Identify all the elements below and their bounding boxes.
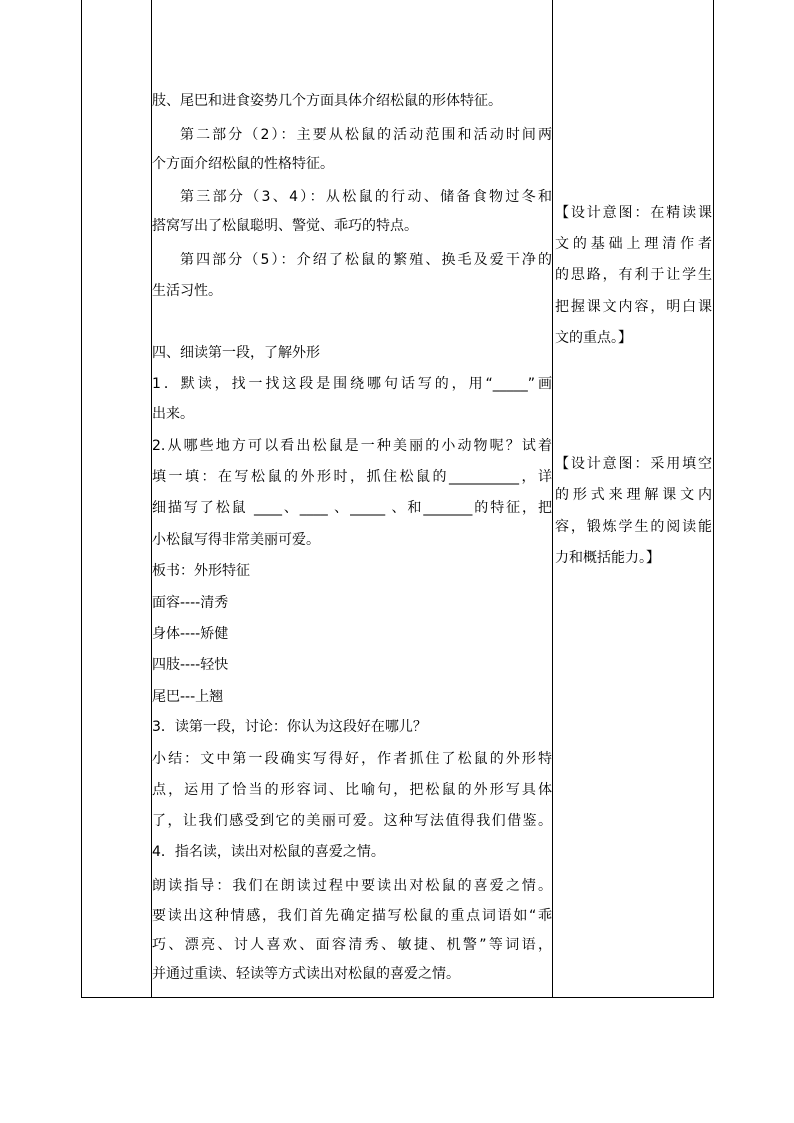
note-line: 把握课文内容，明白课 (555, 299, 712, 315)
board-heading: 板书：外形特征 (152, 563, 250, 579)
text-line: 个方面介绍松鼠的性格特征。 (152, 156, 334, 172)
text-line: 生活习性。 (152, 283, 222, 299)
note-line: 文的基础上理清作者 (555, 236, 712, 252)
text-line: 3．读第一段，讨论：你认为这段好在哪儿？ (152, 719, 427, 735)
board-item: 四肢----轻快 (152, 657, 229, 673)
text-line: 小松鼠写得非常美丽可爱。 (152, 532, 320, 548)
text-line: 了，让我们感受到它的美丽可爱。这种写法值得我们借鉴。 (152, 813, 552, 829)
note-line: 力和概括能力。】 (555, 550, 660, 566)
text-line: 巧、漂亮、讨人喜欢、面容清秀、敏捷、机警”等词语， (152, 937, 552, 953)
text-line: 第四部分（5）：介绍了松鼠的繁殖、换毛及爱干净的 (180, 252, 552, 268)
text-line: 点，运用了恰当的形容词、比喻句，把松鼠的外形写具体 (152, 782, 552, 798)
text-line: 朗读指导：我们在朗读过程中要读出对松鼠的喜爱之情。 (152, 878, 552, 894)
note-line: 文的重点。】 (555, 330, 632, 346)
note-line: 的形式来理解课文内 (555, 487, 712, 503)
text-line: 出来。 (152, 406, 194, 422)
table-border-col2 (552, 0, 553, 998)
text-line: 1．默读，找一找这段是围绕哪句话写的，用“_____”画 (152, 376, 552, 392)
text-line: 要读出这种情感，我们首先确定描写松鼠的重点词语如“乖 (152, 908, 552, 924)
text-line: 搭窝写出了松鼠聪明、警觉、乖巧的特点。 (152, 218, 418, 234)
note-line: 的思路，有利于让学生 (555, 267, 712, 283)
text-line: 第二部分（2）：主要从松鼠的活动范围和活动时间两 (180, 127, 552, 143)
note-line: 【设计意图：在精读课 (555, 205, 712, 221)
text-line: 2.从哪些地方可以看出松鼠是一种美丽的小动物呢？试着 (152, 438, 552, 454)
board-item: 身体----矫健 (152, 626, 229, 642)
text-line: 小结：文中第一段确实写得好，作者抓住了松鼠的外形特 (152, 751, 552, 767)
text-line: 并通过重读、轻读等方式读出对松鼠的喜爱之情。 (152, 966, 460, 982)
table-border-left (81, 0, 82, 998)
board-item: 面容----清秀 (152, 595, 229, 611)
note-line: 【设计意图：采用填空 (555, 456, 712, 472)
section-heading: 四、细读第一段，了解外形 (152, 345, 320, 361)
text-line: 4．指名读，读出对松鼠的喜爱之情。 (152, 844, 385, 860)
text-line: 第三部分（3、4）：从松鼠的行动、储备食物过冬和 (180, 189, 552, 205)
text-line: 细描写了松鼠 ____、____ 、_____ 、和_______的特征，把 (152, 500, 552, 516)
board-item: 尾巴---上翘 (152, 689, 224, 705)
text-line: 肢、尾巴和进食姿势几个方面具体介绍松鼠的形体特征。 (152, 93, 502, 109)
table-border-bottom (81, 997, 714, 998)
table-border-right (713, 0, 714, 998)
text-line: 填一填：在写松鼠的外形时，抓住松鼠的__________，详 (152, 469, 552, 485)
note-line: 容，锻炼学生的阅读能 (555, 519, 712, 535)
